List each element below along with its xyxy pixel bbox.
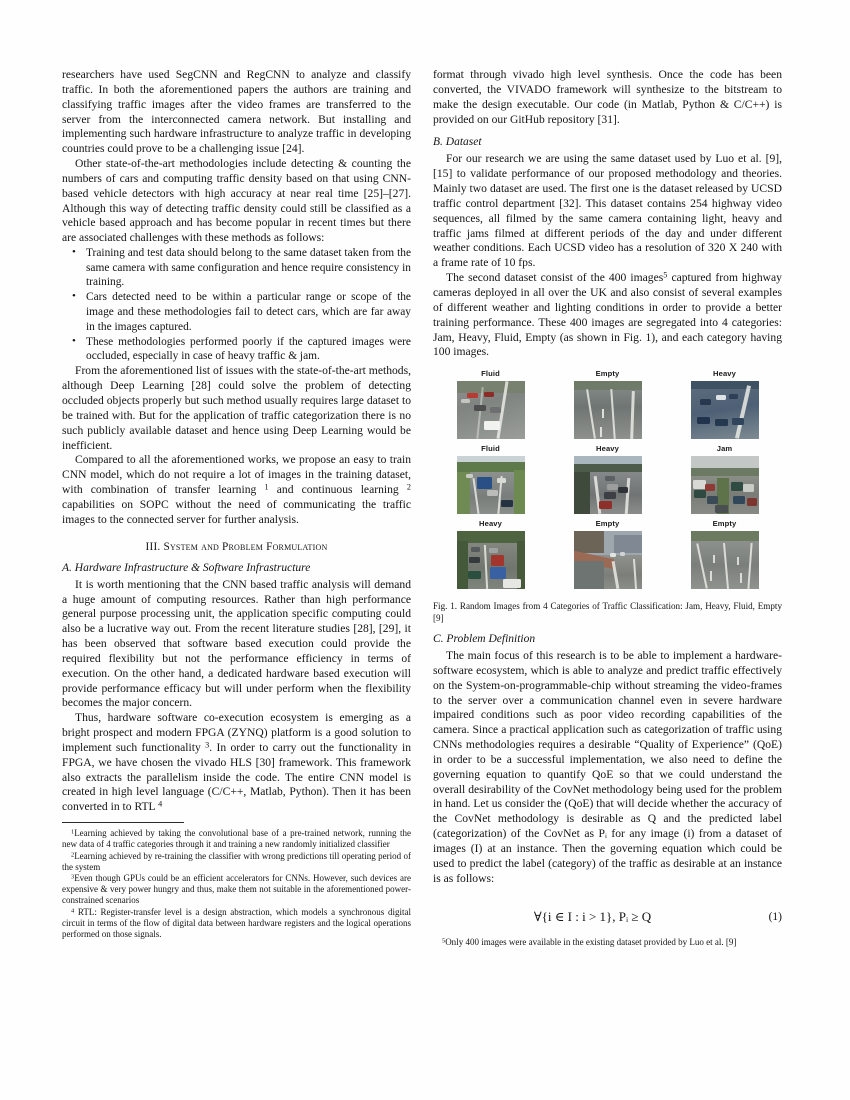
paragraph-problem-definition: The main focus of this research is to be able to implement a hardware-software ecosystem, which is able to analyze and predict traffic effectively on the System-on-programmable-chip without streaming the video-frames to the server over a communication channel even in severe hardware impaired conditions such as poor video recording capabilities of the camera. Since a practical application such as categorization of traffic using CNNs methodologies requires a desirable “Quality of Experience” (QoE) in order to be a successful implementation, we also need to define the governing equation to quantify QoE so that we could understand the overall desirability of the CovNet methodology being used for the problem in hand. Let us consider the (QoE) that will decide whether the accuracy of the CovNet methodology is desirable as Q and the predicted label (categorization) of the CovNet as Pᵢ for any image (i) from a dataset of images (I) at an instance. Then the governing equation which could be used to predict the label (category) of the traffic as desirable at an instance is as follows: — [433, 649, 782, 885]
figure-image-label: Empty — [712, 519, 737, 529]
equation-1 — [433, 903, 782, 931]
subsection-heading-b: B. Dataset — [433, 136, 482, 149]
figure-cell-heavy-2 — [550, 444, 665, 514]
figure-image-label: Fluid — [481, 369, 500, 379]
two-column-layout — [62, 68, 792, 1060]
footnote-marker-3: 3 — [205, 740, 210, 750]
challenges-bullet-list — [62, 246, 411, 364]
figure-image-label: Jam — [716, 444, 733, 454]
figure-caption: Fig. 1. Random Images from 4 Categories of Traffic Classification: Jam, Heavy, Fluid, Empty [9] — [433, 601, 782, 623]
list-item: • Training and test data should belong to the same dataset taken from the same camera with same configuration and hence require consistency in training. — [84, 246, 411, 290]
second-dataset-part-2: captured from highway cameras deployed in all over the UK and also consist of several examples of different weather and lighting conditions in order to provide a better training performance. These 400 images are segregated into 4 categories: Jam, Heavy, Fluid, Empty (as shown in Fig. 1), and each category having 100 images. — [433, 271, 782, 359]
footnote-number-2: 2 — [71, 850, 75, 858]
footnote-number-5: 5 — [442, 936, 446, 944]
footnote-number-4: 4 — [71, 906, 75, 914]
section-heading-iii: III. System and Problem Formulation — [145, 540, 328, 553]
paragraph-deep-learning: From the aforementioned list of issues with the state-of-the-art methods, although Deep Learning [28] could solve the problem of detecting occluded objects properly but such method usually requires large dataset to be trained with. But for the application of traffic categorization there is no such publicly available dataset and hence using Deep Learning would be inefficient. — [62, 364, 411, 452]
figure-image-label: Fluid — [481, 444, 500, 454]
footnote-1 — [62, 828, 411, 850]
footnote-number-1: 1 — [71, 828, 75, 836]
figure-cell-fluid-1 — [433, 369, 548, 439]
figure-cell-heavy-1 — [667, 369, 782, 439]
left-column — [62, 68, 411, 940]
footnote-marker-4: 4 — [158, 799, 163, 809]
paragraph-second-dataset — [433, 271, 782, 360]
paragraph-hardware-infrastructure: It is worth mentioning that the CNN based traffic analysis will demand a huge amount of computing resources. Rather than high performance general purpose processing unit, the application specific computing could also be a lucrative way out. From the recent literature studies [28], [29], it has been observed that software based execution could provide the required flexibility but not the performance efficiency in terms of execution. On the other hand, a dedicated hardware based execution will provide performance efficacy but will under perform when the flexibility becomes the major concern. — [62, 577, 411, 710]
figure-image-grid — [433, 369, 782, 589]
traffic-image-thumbnail — [457, 381, 525, 439]
footnote-text: Learning achieved by re-training the classifier with wrong predictions till operating period of the system — [62, 850, 411, 872]
traffic-image-thumbnail — [457, 456, 525, 514]
footnote-3 — [62, 873, 411, 907]
proposal-text-part-1: Compared to all the aforementioned works, we propose an easy to train CNN model, which do not require a lot of images in the training dataset, with combination of transfer learning — [62, 453, 411, 497]
footnote-marker-1: 1 — [264, 482, 269, 492]
traffic-image-thumbnail — [457, 531, 525, 589]
traffic-image-thumbnail — [691, 531, 759, 589]
paragraph-dataset-ucsd: For our research we are using the same dataset used by Luo et al. [9], [15] to validate performance of our proposed methodology and theories. Mainly two dataset are used. The first one is the dataset released by UCSD traffic control department [32]. This dataset contains 254 highway video sequences, all filmed by the same camera containing light, heavy and traffic jams filmed at different periods of the day and under different weather conditions. Each UCSD video has a resolution of 320 X 240 with a frame rate of 10 fps. — [433, 152, 782, 270]
footnote-separator-rule — [62, 822, 184, 823]
footnote-2 — [62, 851, 411, 873]
paragraph-proposal — [62, 453, 411, 527]
figure-image-label: Heavy — [479, 519, 502, 529]
footnote-4 — [62, 907, 411, 941]
right-column — [433, 68, 782, 948]
paragraph-continuation: researchers have used SegCNN and RegCNN to analyze and classify traffic. In both the aforementioned papers the authors are training and classifying traffic images after the video frames are transferred to the server from the interconnected camera network. But installing and implementing such hardware infrastructure to analyze traffic in developing countries could prove to be a challenging issue [24]. — [62, 68, 411, 156]
list-item: • Cars detected need to be within a particular range or scope of the image and these methodologies fail to detect cars, which are far away in the images captured. — [84, 290, 411, 334]
footnote-text: RTL: Register-transfer level is a design abstraction, which models a synchronous digital circuit in terms of the flow of digital data between hardware registers and the logical operations performed on those signals. — [62, 906, 411, 939]
equation-number: (1) — [768, 910, 782, 923]
fpga-text-part-2: . In order to carry out the functionality in FPGA, we have chosen the vivado HLS [30] framework. This framework also extracts the parallelism inside the code. The entire CNN model is created in high level language (C/C++, Matlab, Python). Then it has been converted in to RTL — [62, 740, 411, 814]
figure-cell-fluid-2 — [433, 444, 548, 514]
figure-cell-empty-2 — [550, 519, 665, 589]
equation-body: ∀{i ∈ I : i > 1}, Pᵢ ≥ Q — [533, 908, 652, 924]
footnote-marker-2: 2 — [406, 482, 411, 492]
paragraph-fpga — [62, 711, 411, 815]
footnote-number-3: 3 — [71, 873, 75, 881]
traffic-image-thumbnail — [574, 381, 642, 439]
proposal-text-part-2: and continuous learning — [276, 483, 399, 497]
traffic-image-thumbnail — [574, 531, 642, 589]
subsection-heading-a: A. Hardware Infrastructure & Software Infrastructure — [62, 561, 311, 574]
figure-1 — [433, 369, 782, 624]
figure-cell-heavy-3 — [433, 519, 548, 589]
paragraph-vivado-synthesis: format through vivado high level synthesis. Once the code has been converted, the VIVADO framework will synthesize to the bitstream to make the design executable. Our code (in Matlab, Python & C/C++) is provided on our GitHub repository [31]. — [433, 68, 782, 126]
figure-cell-jam-1 — [667, 444, 782, 514]
figure-cell-empty-1 — [550, 369, 665, 439]
proposal-text-part-3: capabilities on SOPC without the need of communicating the traffic images to the connected server for further analysis. — [62, 497, 411, 526]
footnote-text: Only 400 images were available in the existing dataset provided by Luo et al. [9] — [445, 936, 737, 947]
figure-cell-empty-3 — [667, 519, 782, 589]
footnote-text: Learning achieved by taking the convolutional base of a pre-trained network, running the new data of 4 traffic categories through it and training a new randomly initialized classifier — [62, 828, 411, 850]
figure-image-label: Heavy — [713, 369, 736, 379]
traffic-image-thumbnail — [691, 381, 759, 439]
list-item: • These methodologies performed poorly if the captured images were occluded, especially in case of heavy traffic & jam. — [84, 335, 411, 364]
figure-image-label: Heavy — [596, 444, 619, 454]
subsection-heading-c: C. Problem Definition — [433, 633, 536, 645]
paragraph-other-methodologies: Other state-of-the-art methodologies include detecting & counting the numbers of cars and computing traffic density based on that using CNN-based vehicle detectors with high accuracy at near real time [25]–[27]. Although this way of detecting traffic density could still be classified as a vehicle based approach and has become popular in recent times but there are associated challenges with these methods as follows: — [62, 157, 411, 245]
second-dataset-part-1: The second dataset consist of the 400 images — [446, 271, 664, 285]
footnote-text: Even though GPUs could be an efficient accelerators for CNNs. However, such devices are expensive & very power hungry and thus, make them not suitable in the aforementioned power-constrained scenarios — [62, 872, 411, 906]
fpga-text-part-1: Thus, hardware software co-execution ecosystem is emerging as a bright prospect and modern FPGA (ZYNQ) platform is a good solution to implement such functionality — [62, 711, 411, 754]
figure-image-label: Empty — [595, 369, 620, 379]
footnote-marker-5: 5 — [663, 270, 668, 280]
traffic-image-thumbnail — [574, 456, 642, 514]
footnote-5 — [433, 937, 782, 948]
traffic-image-thumbnail — [691, 456, 759, 514]
figure-image-label: Empty — [595, 519, 620, 529]
